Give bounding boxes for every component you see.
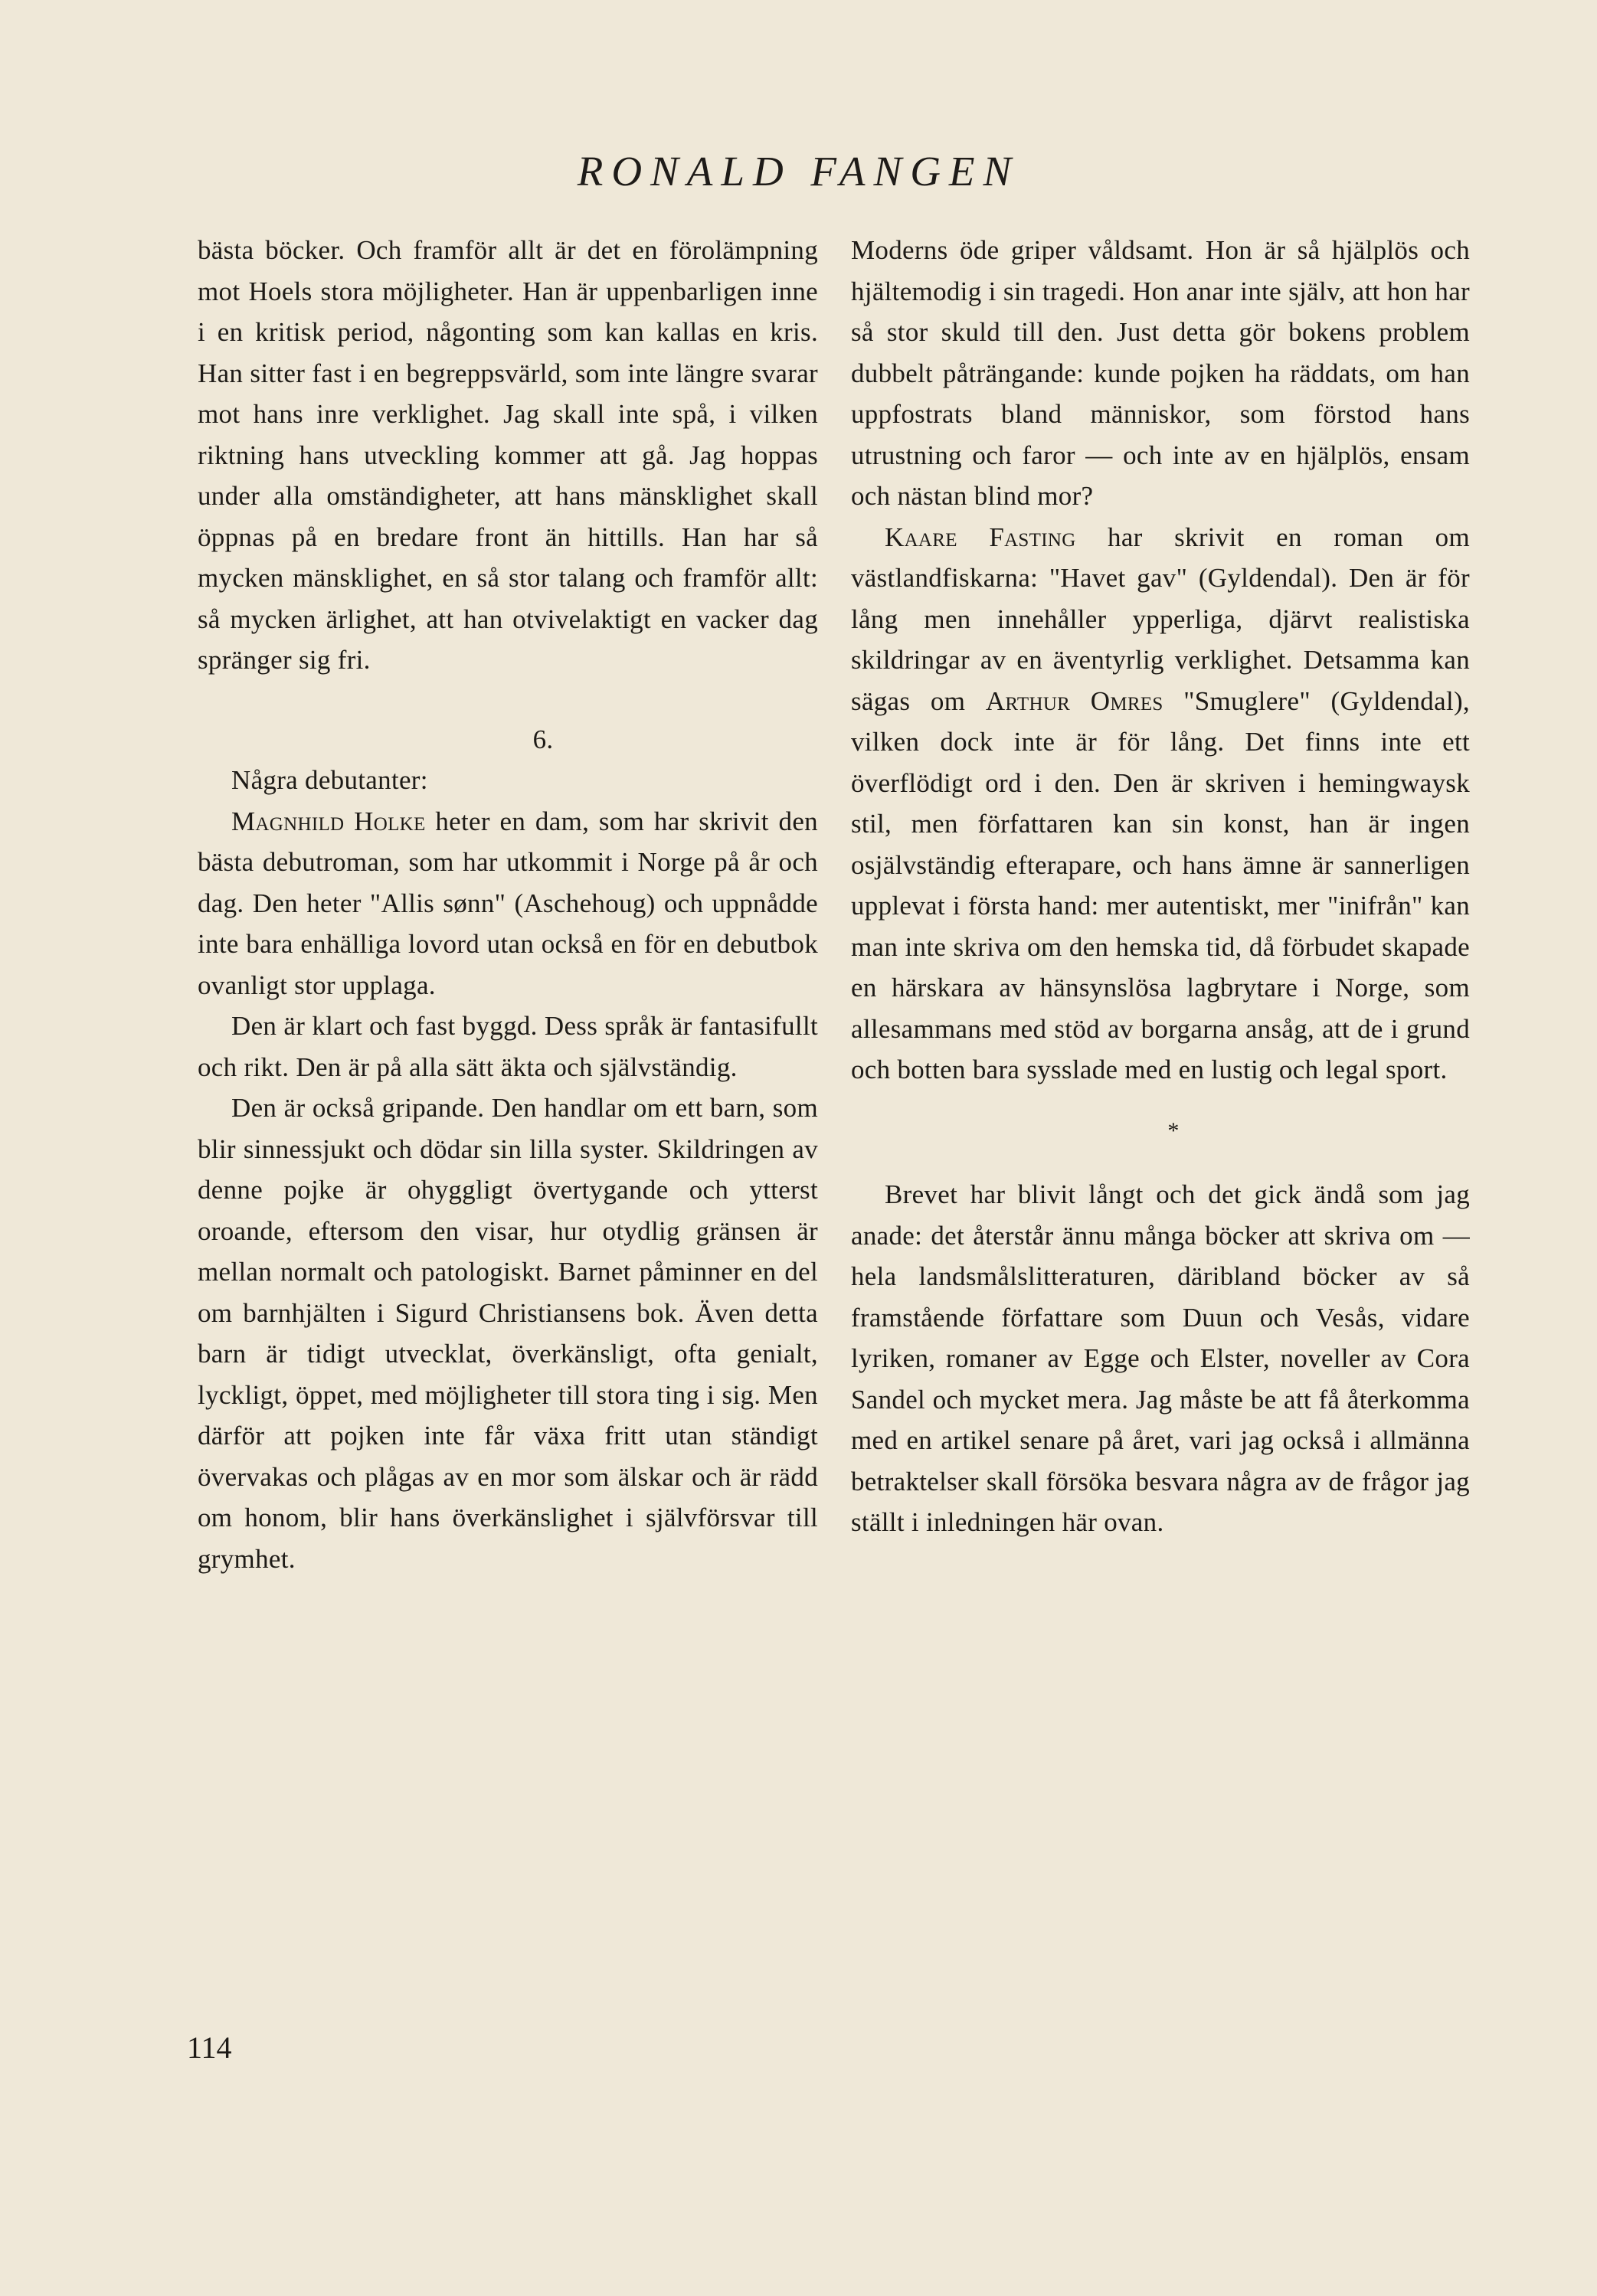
paragraph-debutants-intro: Några debutanter: <box>231 765 428 795</box>
paragraph-holke <box>198 801 818 1006</box>
paragraph-omre-text: "Smuglere" (Gyldendal), vilken dock inte är för lång. Det finns inte ett överflödigt ord i den. Den är skriven i hemingwaysk stil, men författaren kan sin konst, han är ingen osjälvständig efterapare, och hans ämne är sannerligen upplevat i första hand: mer autentiskt, mer "inifrån" kan man inte skriva om den hemska tid, då förbudet skapade en härskara av hänsynslösa lagbrytare i Norge, som allesammans med stöd av borgarna ansåg, att de i grund och botten bara sysslade med en lustig och legal sport. <box>851 685 1470 1084</box>
paragraph-mother: Moderns öde griper våldsamt. Hon är så hjälplös och hjältemodig i sin tragedi. Hon anar inte själv, att hon har så stor skuld till den. Just detta gör bokens problem dubbelt påträngande: kunde pojken ha räddats, om han uppfostrats bland människor, som förstod hans utrustning och faror — och inte av en hjälplös, ensam och nästan blind mor? <box>851 235 1470 511</box>
paragraph-fasting-omre <box>851 517 1470 1091</box>
paragraph-holke-text: heter en dam, som har skrivit den bästa debutroman, som har utkommit i Norge på år och dag. Den heter "Allis sønn" (Aschehoug) och uppnådde inte bara enhälliga lovord utan också en för en debutbok ovanligt stor upplaga. <box>198 806 818 1000</box>
running-header: RONALD FANGEN <box>577 148 1020 195</box>
section-number-label: 6. <box>532 724 554 754</box>
paragraph-closing: Brevet har blivit långt och det gick ändå som jag anade: det återstår ännu många böcker att skriva om — hela landsmålslitteraturen, däribland böcker av så framstående författare som Duun och Vesås, vidare lyriken, romaner av Egge och Elster, noveller av Cora Sandel och mycket mera. Jag måste be att få återkomma med en artikel senare på året, vari jag också i allmänna betraktelser skall försöka besvara några av de frågor jag ställt i inledningen här ovan. <box>851 1179 1470 1537</box>
author-name-omre: Arthur Omres <box>985 685 1163 716</box>
left-column <box>198 230 818 1579</box>
right-column <box>851 230 1470 1543</box>
section-number <box>198 719 818 760</box>
asterisk-separator: * <box>1167 1117 1180 1143</box>
paragraph-structure: Den är klart och fast byggd. Dess språk är fantasifullt och rikt. Den är på alla sätt äkta och självständig. <box>198 1011 818 1082</box>
paragraph-plot: Den är också gripande. Den handlar om ett barn, som blir sinnessjukt och dödar sin lilla syster. Skildringen av denne pojke är ohyggligt övertygande och ytterst oroande, eftersom den visar, hur otydlig gränsen är mellan normalt och patologiskt. Barnet påminner en del om barnhjälten i Sigurd Christiansens bok. Även detta barn är tidigt utvecklat, överkänsligt, ofta genialt, lyckligt, öppet, med möjligheter till stora ting i sig. Men därför att pojken inte får växa fritt utan ständigt övervakas och plågas av en mor som älskar och är rädd om honom, blir hans överkänslighet i självförsvar till grymhet. <box>198 1093 818 1574</box>
paragraph-fasting-text: har skrivit en roman om västlandfiskarna: "Havet gav" (Gyldendal). Den är för lång men innehåller ypperliga, djärvt realistiska skildringar av en äventyrlig verklighet. Detsamma kan sägas om <box>851 522 1470 716</box>
paragraph-continued: bästa böcker. Och framför allt är det en förolämpning mot Hoels stora möjligheter. Han är uppenbarligen inne i en kritisk period, någonting som kan kallas en kris. Han sitter fast i en begreppsvärld, som inte längre svarar mot hans inre verklighet. Jag skall inte spå, i vilken riktning hans utveckling kommer att gå. Jag hoppas under alla omständigheter, att hans mänsklighet skall öppnas på en bredare front än hittills. Han har så mycken mänsklighet, en så stor talang och framför allt: så mycken ärlighet, att han otvivelaktigt en vacker dag spränger sig fri. <box>198 235 818 675</box>
author-name-fasting: Kaare Fasting <box>885 522 1076 552</box>
page-number: 114 <box>187 2030 232 2065</box>
author-name-holke: Magnhild Holke <box>231 806 426 836</box>
